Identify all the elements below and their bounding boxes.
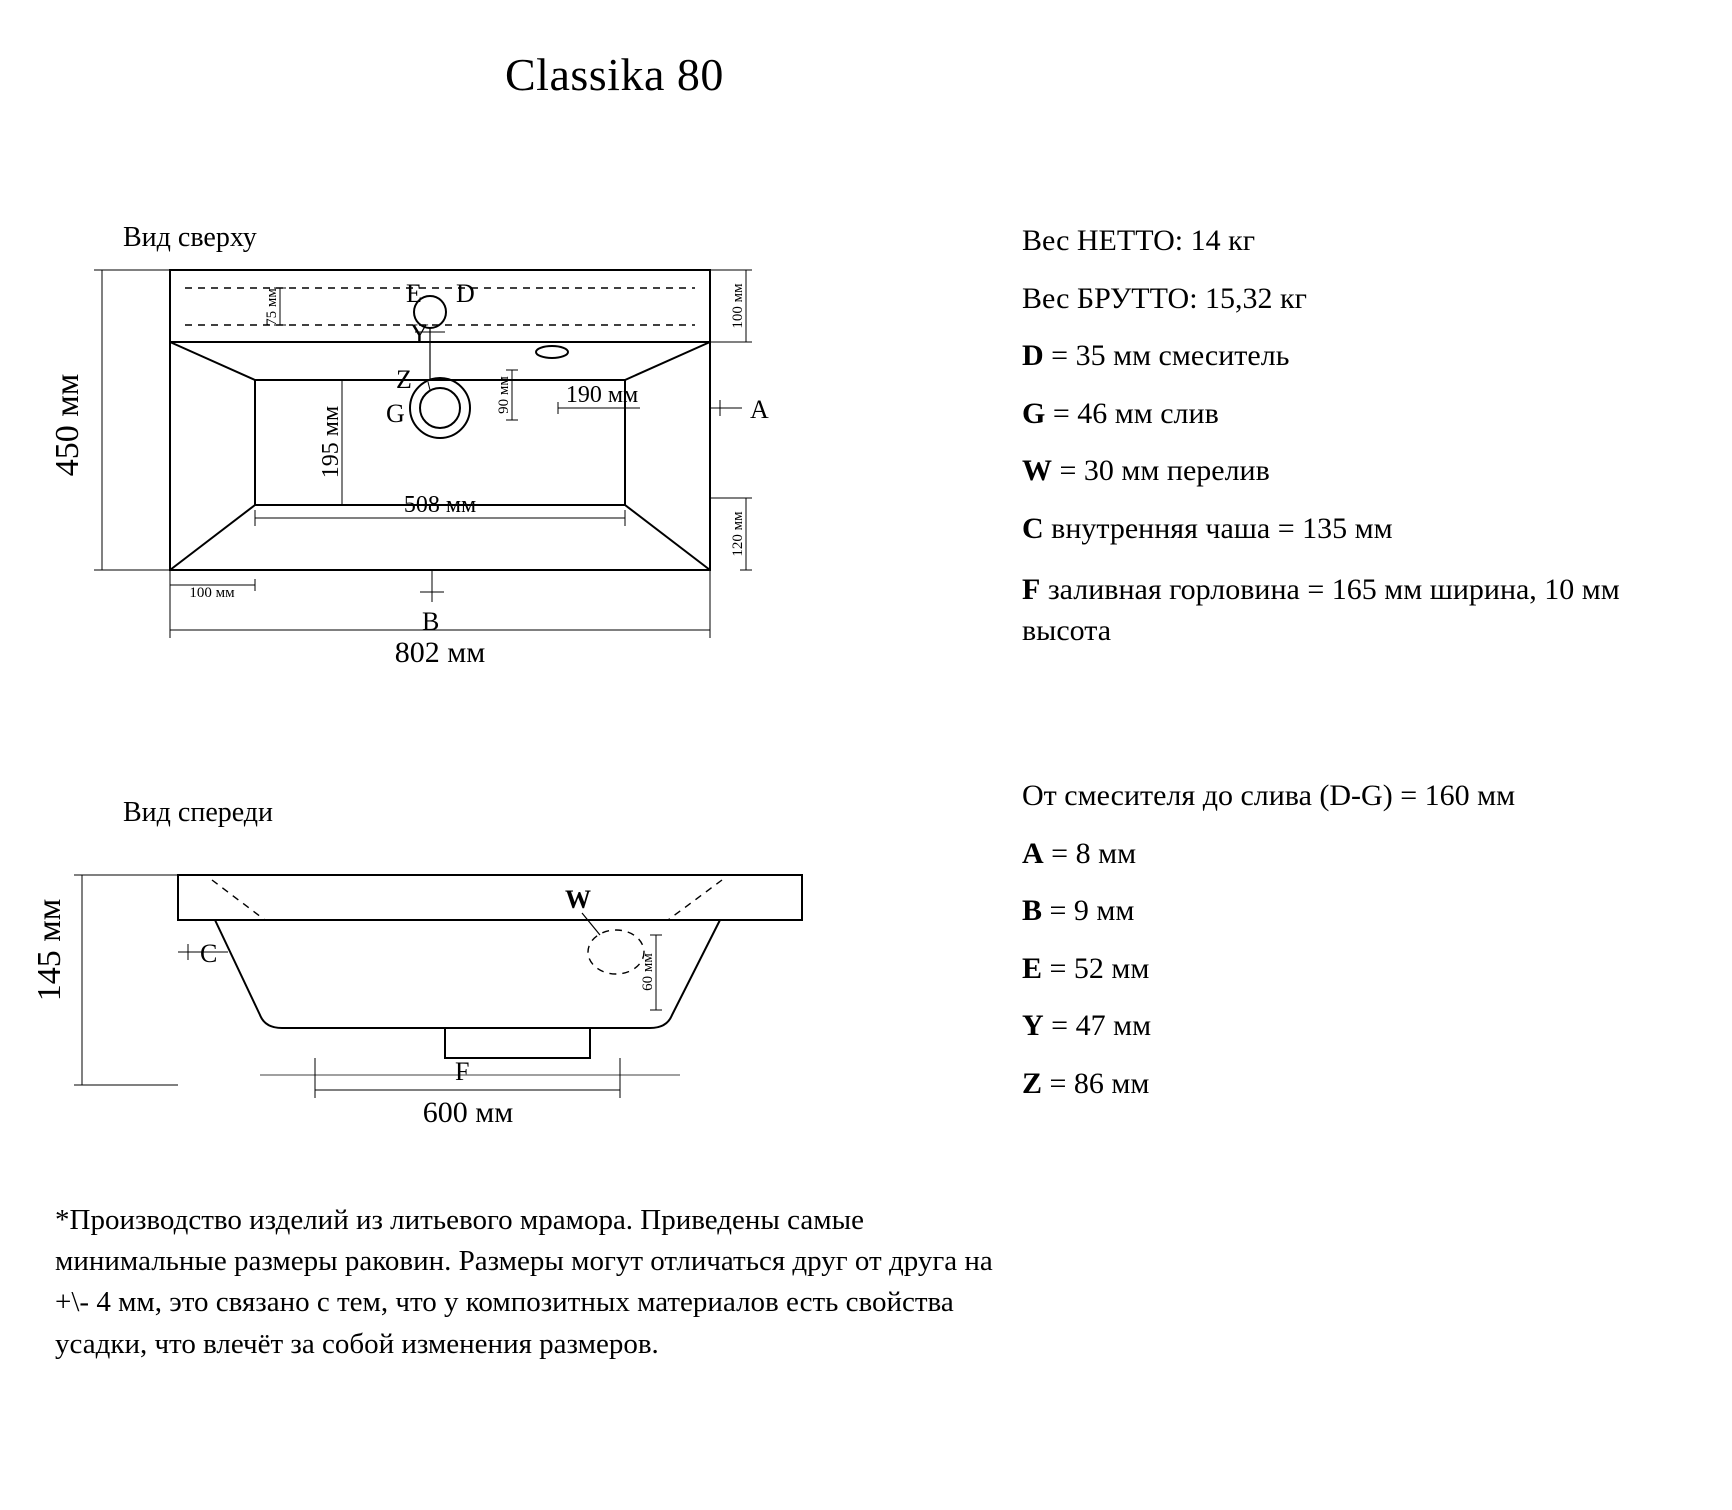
dim-600: 600 мм: [422, 1096, 514, 1129]
spec-key-a: A: [1022, 836, 1044, 870]
letter-B: B: [422, 607, 440, 636]
spec-item-e: [1022, 953, 1515, 985]
spec-text-e: = 52 мм: [1042, 951, 1150, 985]
dim-100-right: 100 мм: [730, 283, 746, 329]
spec-gross-weight: Вес БРУТТО: 15,32 кг: [1022, 281, 1307, 315]
spec-text-a: = 8 мм: [1043, 836, 1137, 870]
top-view-drawing: [49, 270, 880, 690]
spec-key-e: E: [1022, 951, 1043, 985]
dim-100-left: 100 мм: [189, 585, 235, 601]
dim-450: 450 мм: [49, 373, 86, 477]
dim-145: 145 мм: [31, 898, 68, 1002]
dim-75: 75 мм: [264, 288, 280, 326]
spec-text-z: = 86 мм: [1042, 1066, 1150, 1100]
page-title: Classika 80: [505, 49, 724, 100]
specs-secondary: [1022, 780, 1515, 1125]
letter-E: E: [406, 279, 422, 308]
letter-Z: Z: [396, 365, 412, 394]
spec-item-c: [1022, 513, 1682, 545]
spec-key-c: C: [1022, 511, 1044, 545]
spec-text-c: внутренняя чаша = 135 мм: [1043, 511, 1393, 545]
dim-60: 60 мм: [640, 953, 656, 991]
letter-C: C: [200, 939, 218, 968]
spec-net-weight: Вес НЕТТО: 14 кг: [1022, 224, 1256, 257]
spec-item-w: [1022, 455, 1682, 487]
spec-item-y: [1022, 1010, 1515, 1042]
spec-mixer-to-drain: От смесителя до слива (D-G) = 160 мм: [1022, 779, 1516, 812]
front-view-label: Вид спереди: [123, 797, 274, 828]
letter-F: F: [455, 1057, 470, 1086]
spec-item-d: [1022, 340, 1682, 372]
spec-key-z: Z: [1022, 1066, 1043, 1100]
spec-text-g: = 46 мм слив: [1045, 396, 1219, 430]
spec-text-y: = 47 мм: [1043, 1009, 1152, 1042]
front-view-drawing: [31, 840, 880, 1140]
spec-key-w: W: [1022, 454, 1052, 487]
dim-190: 190 мм: [565, 382, 639, 408]
spec-text-b: = 9 мм: [1042, 894, 1135, 927]
spec-key-b: B: [1022, 894, 1043, 927]
dim-120: 120 мм: [730, 511, 746, 557]
spec-key-d: D: [1022, 339, 1044, 372]
spec-text-w: = 30 мм перелив: [1052, 454, 1270, 487]
spec-item-f: [1022, 570, 1682, 651]
specs-primary: [1022, 225, 1682, 677]
dim-802: 802 мм: [394, 636, 486, 669]
dim-90: 90 мм: [496, 376, 512, 414]
letter-Y: Y: [410, 319, 429, 348]
footnote: *Производство изделий из литьевого мрамора. Приведены самые минимальные размеры раковин. Размеры могут отличаться друг от друга на +\- 4 мм, это связано с тем, что у композитных материалов есть свойства усадки, что влечёт за собой изменения размеров.: [55, 1204, 993, 1360]
letter-G: G: [386, 399, 405, 428]
letter-W: W: [565, 885, 591, 914]
spec-key-g: G: [1022, 396, 1046, 430]
dim-508: 508 мм: [403, 492, 477, 518]
letter-D: D: [456, 279, 475, 308]
spec-item-b: [1022, 895, 1515, 927]
dim-195: 195 мм: [318, 405, 344, 479]
top-view-label: Вид сверху: [123, 222, 257, 253]
spec-item-g: [1022, 398, 1682, 430]
spec-text-d: = 35 мм смеситель: [1043, 339, 1290, 372]
letter-A: A: [750, 395, 769, 424]
spec-key-f: F: [1022, 573, 1041, 606]
spec-key-y: Y: [1022, 1009, 1044, 1042]
spec-item-z: [1022, 1068, 1515, 1100]
spec-text-f: заливная горловина = 165 мм ширина, 10 мм высота: [1022, 573, 1620, 647]
spec-item-a: [1022, 838, 1515, 870]
